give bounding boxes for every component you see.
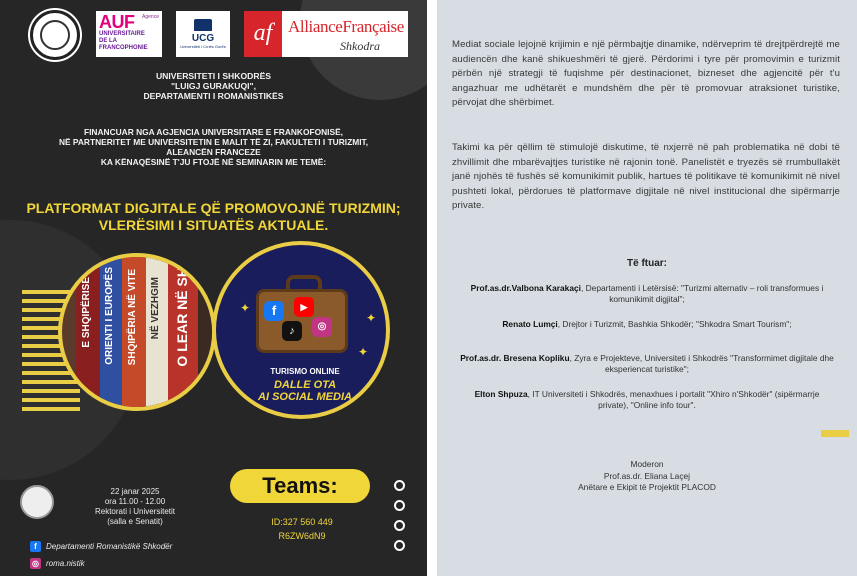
decor-bar xyxy=(821,430,849,437)
event-details xyxy=(60,487,210,527)
instagram-icon: ◎ xyxy=(312,317,332,337)
teams-credentials[interactable] xyxy=(246,515,358,543)
af-logo-name: AllianceFrançaise xyxy=(288,17,404,36)
guest-description: , Zyra e Projekteve, Universiteti i Shkodrës "Transformimet digjitale dhe eksperiencat turistike"; xyxy=(569,353,834,374)
seminar-title xyxy=(10,200,417,234)
instagram-icon: ◎ xyxy=(30,558,41,569)
facebook-icon: f xyxy=(264,301,284,321)
youtube-icon: ▶ xyxy=(294,297,314,317)
book-spine xyxy=(122,257,146,411)
af-logo-city: Shkodra xyxy=(340,39,380,53)
promo-line: AI SOCIAL MEDIA xyxy=(258,391,352,403)
book-icon xyxy=(194,19,212,31)
event-room: (salla e Senatit) xyxy=(107,517,163,526)
sparkle-icon: ✦ xyxy=(358,345,369,359)
af-mark-icon: af xyxy=(244,11,282,57)
guest-name: Elton Shpuza xyxy=(474,389,528,399)
book-spine xyxy=(76,257,100,411)
header-line: UNIVERSITETI I SHKODRËS xyxy=(155,71,272,81)
guest-description: , Departamenti i Letërsisë: "Turizmi alternativ – roli transformues i komunikimit digjital"; xyxy=(580,283,824,304)
ucg-logo xyxy=(176,11,230,57)
books-photo xyxy=(58,253,216,411)
university-header xyxy=(0,71,427,101)
book-title: NË VEZHGIM xyxy=(150,277,161,340)
title-line: PLATFORMAT DIGJITALE QË PROMOVOJNË TURIZMIN; xyxy=(26,200,401,216)
intro-paragraph: Mediat sociale lejojnë krijimin e një përmbajtje dinamike, ndërveprim të drejtpërdrejtë me audiencën dhe kanë shikueshmëri të gjerë. Përdorimi i tyre për promovimin e turizmit përbën një strategji të fuqishme për destinacionet, bizneset dhe agjencitë për t'u angazhuar me udhëtarët e mundshëm dhe për të promovuar atraksionet turistike, përvojat dhe shërbimet. xyxy=(452,39,840,109)
ucg-logo-text: UCG xyxy=(191,33,215,44)
purpose-paragraph: Takimi ka për qëllim të stimulojë diskutime, të nxjerrë në pah problematika në dobi të zhvillimit dhe mbarëvajtjes turistike në rajonin tonë. Panelistët e tryezës së rrumbullakët janë njohës të fushës së komunikimit publik, hartues të politikave të komunikimit në nivel pushteti lokal, përdorues të platformave digjitale në nivel institucional dhe sipërmarrje private. xyxy=(452,142,840,212)
book-title: SHQIPËRIA NË VITE xyxy=(127,269,138,366)
moderator-block xyxy=(437,459,857,494)
guest-item xyxy=(459,353,835,375)
book-title: O LEAR NË SH xyxy=(174,267,190,367)
facebook-link[interactable] xyxy=(30,541,172,552)
instagram-link[interactable] xyxy=(30,558,85,569)
auf-logo-tag: Agence xyxy=(142,14,159,20)
guests-heading: Të ftuar: xyxy=(627,258,667,269)
header-line: DEPARTAMENTI I ROMANISTIKËS xyxy=(143,91,284,101)
guest-name: Prof.as.dr. Bresena Kopliku xyxy=(460,353,570,363)
facebook-page-name[interactable]: Departamenti Romanistikë Shkodër xyxy=(46,542,173,551)
auf-logo-text: AUF xyxy=(99,12,135,32)
title-line: VLERËSIMI I SITUATËS AKTUALE. xyxy=(98,217,329,233)
guest-description: , Drejtor i Turizmit, Bashkia Shkodër; "Shkodra Smart Tourism"; xyxy=(557,319,792,329)
invite-line: ALEANCËN FRANCEZE xyxy=(166,147,261,157)
sparkle-icon: ✦ xyxy=(366,311,377,325)
small-seal-logo xyxy=(20,485,54,519)
instagram-handle[interactable]: roma.nistik xyxy=(46,559,85,568)
teams-label: Teams: xyxy=(230,469,370,503)
guest-name: Prof.as.dr.Valbona Karakaçi xyxy=(470,283,581,293)
book-spine xyxy=(146,257,168,411)
event-time: ora 11.00 - 12.00 xyxy=(104,497,166,506)
flyer-right xyxy=(437,0,857,576)
decor-dots xyxy=(394,480,405,560)
page-divider xyxy=(427,0,437,576)
teams-passcode[interactable]: R6ZW6dN9 xyxy=(278,531,326,541)
invite-line: FINANCUAR NGA AGJENCIA UNIVERSITARE E FRANKOFONISË, xyxy=(83,127,343,137)
event-date: 22 janar 2025 xyxy=(110,487,160,496)
tiktok-icon: ♪ xyxy=(282,321,302,341)
auf-logo xyxy=(96,11,162,57)
event-place: Rektorati i Universitetit xyxy=(94,507,176,516)
auf-logo-line2: DE LA FRANCOPHONIE xyxy=(99,38,148,51)
promo-title xyxy=(216,379,390,403)
guest-description: , IT Universiteti i Shkodrës, menaxhues i portalit "Xhiro n'Shkodër" (sipërmarrje private), "Online info tour". xyxy=(527,389,820,410)
moderator-name: Prof.as.dr. Eliana Laçej xyxy=(603,470,691,481)
book-spine xyxy=(100,257,122,411)
teams-meeting-id[interactable]: ID:327 560 449 xyxy=(271,517,333,527)
invitation-text xyxy=(0,127,427,167)
guest-name: Renato Lumçi xyxy=(502,319,558,329)
moderator-role: Anëtare e Ekipit të Projektit PLACOD xyxy=(578,482,716,492)
sparkle-icon: ✦ xyxy=(240,301,251,315)
social-media-illustration xyxy=(212,241,390,419)
guest-item xyxy=(459,319,835,330)
auf-logo-line1: UNIVERSITAIRE xyxy=(99,31,145,37)
moderator-label: Moderon xyxy=(630,459,664,469)
header-line: "LUIGJ GURAKUQI", xyxy=(170,81,257,91)
promo-line: DALLE OTA xyxy=(273,379,337,391)
promo-label: TURISMO ONLINE xyxy=(270,367,340,376)
flyer-left xyxy=(0,0,427,576)
guest-item xyxy=(459,389,835,411)
ucg-logo-sub: Universiteti i Crnës Gorës xyxy=(180,44,226,49)
facebook-icon: f xyxy=(30,541,41,552)
university-seal-logo xyxy=(30,10,80,60)
guest-item xyxy=(459,283,835,305)
invite-line: KA KËNAQËSINË T'JU FTOJË NË SEMINARIN ME TEMË: xyxy=(100,157,327,167)
invite-line: NË PARTNERITET ME UNIVERSITETIN E MALIT TË ZI, FAKULTETI I TURIZMIT, xyxy=(58,137,369,147)
alliance-francaise-logo xyxy=(244,11,408,57)
book-title: ORIENTI I EUROPËS xyxy=(104,267,115,365)
book-spine xyxy=(168,257,198,411)
book-title: E SHQIPËRISË xyxy=(81,277,92,348)
